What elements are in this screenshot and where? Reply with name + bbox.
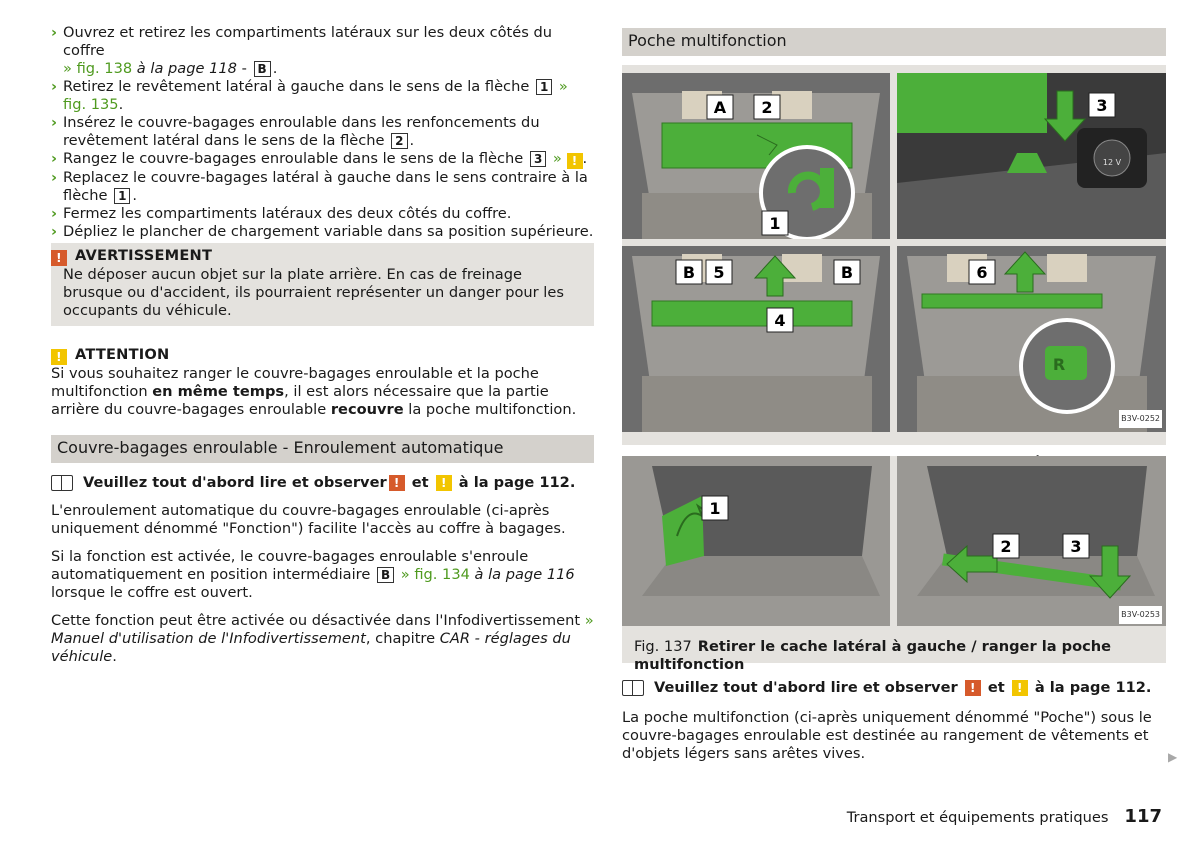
text-run: lorsque le coffre est ouvert. [51,584,253,601]
text-run: , chapitre [365,630,440,647]
figure-136 [622,65,1166,445]
read-first-note: Veuillez tout d'abord lire et observer ! et ! à la page 112. [51,474,594,492]
text-run: Rangez le couvre-bagages enroulable dans le sens de la flèche [63,150,528,167]
body-paragraphs [51,502,594,666]
text-run: la poche multifonction. [403,401,577,418]
body-paragraph [51,502,594,538]
emphasis: recouvre [330,401,404,418]
step-arrow-icon: › [51,150,58,167]
section-title: Poche multifonction [622,28,1166,56]
fig136-photo-4 [897,246,1166,432]
exclamation-icon: ! [389,475,405,491]
text-run: Retirez le revêtement latéral à gauche dans le sens de la flèche [63,78,534,95]
emphasis: en même temps [152,383,285,400]
figure-label: 5 [713,263,725,282]
button-label: R [1052,355,1066,374]
socket-label: 12 V [1102,158,1122,167]
instruction-step [51,78,594,114]
book-icon [51,475,73,491]
text-run: Ouvrez et retirez les compartiments latéraux sur les deux côtés du coffre [63,24,553,59]
callout-key: 3 [530,151,546,167]
figure-label: 3 [1096,96,1108,115]
attention-box [51,346,594,419]
fig137-photo-1 [622,456,890,626]
exclamation-icon: ! [567,153,583,169]
body-paragraph [51,612,594,666]
body-paragraph: La poche multifonction (ci-après uniquement dénommé "Poche") sous le couvre-bagages enroulable est destinée au rangement de vêtements et d'objets légers sans arêtes vives. [622,709,1152,762]
page-footer [847,806,1162,827]
section-title: Couvre-bagages enroulable - Enroulement automatique [51,435,594,463]
text-run: Cette fonction peut être activée ou désactivée dans l'Infodivertissement [51,612,585,629]
figure-label: A [713,98,727,117]
instruction-step [51,223,594,241]
instruction-step [51,205,594,223]
warning-box [51,243,594,326]
callout-key: B [254,61,271,77]
step-arrow-icon: › [51,114,58,131]
text-run: . [118,96,124,113]
page-reference: CAR - réglages du véhicule [51,630,571,665]
continue-arrow-icon: ▶ [1168,750,1178,764]
figure-label: 1 [709,499,721,518]
exclamation-icon: ! [51,250,67,266]
page-number: 117 [1124,806,1162,827]
cross-reference-link[interactable]: » fig. 138 [63,60,133,77]
figure-label: 1 [769,214,781,233]
figure-label: 2 [761,98,773,117]
fig136-photo-1 [622,73,890,239]
exclamation-icon: ! [51,349,67,365]
text-run: Insérez le couvre-bagages enroulable dans les renfoncements du revêtement latéral dans le sens de la flèche [63,114,540,149]
text-run: . [582,150,588,167]
text-run: - [236,60,252,77]
cross-reference-link[interactable]: » [548,150,567,167]
page-reference: à la page 116 [469,566,575,583]
page-reference: à la page 118 [132,60,237,77]
figure-label: 3 [1070,537,1082,556]
figure-code: B3V-0252 [1119,410,1162,428]
attention-title: ATTENTION [75,346,170,363]
left-column [51,24,594,666]
instruction-step [51,114,594,150]
text-run: Replacez le couvre-bagages latéral à gauche dans le sens contraire à la flèche [63,169,588,204]
instruction-steps [51,24,594,241]
fig136-photo-2 [897,73,1166,239]
step-arrow-icon: › [51,169,58,186]
text-run: Si la fonction est activée, le couvre-bagages enroulable s'enroule automatiquement en position intermédiaire [51,548,529,583]
callout-key: B [377,567,394,583]
step-arrow-icon: › [51,223,58,240]
read-first-note: Veuillez tout d'abord lire et observer ! et ! à la page 112. [622,679,1166,697]
instruction-step [51,150,594,169]
page-reference: Manuel d'utilisation de l'Infodivertissement [51,630,366,647]
exclamation-icon: ! [436,475,452,491]
text-run: . [112,648,117,665]
figure-label: 6 [976,263,988,282]
attention-text [51,365,594,419]
step-arrow-icon: › [51,78,58,95]
exclamation-icon: ! [965,680,981,696]
book-icon [622,680,644,696]
step-arrow-icon: › [51,205,58,222]
figure-137 [622,456,1166,673]
figure-label: B [682,263,696,282]
figure-caption: Fig. 137 Retirer le cache latéral à gauche / ranger la poche multifonction [634,638,1112,673]
text-run: Dépliez le plancher de chargement variable dans sa position supérieure. [63,223,594,240]
figure-label: 4 [774,311,786,330]
right-column [622,28,1166,763]
text-run: . [409,132,415,149]
text-run: L'enroulement automatique du couvre-bagages enroulable (ci-après uniquement dénommé "Fonction") facilite l'accès au coffre à bagages. [51,502,566,537]
chapter-title: Transport et équipements pratiques [846,809,1109,826]
warning-title: AVERTISSEMENT [75,247,213,264]
figure-label: 2 [1000,537,1012,556]
step-arrow-icon: › [51,24,58,41]
text-run: , il est alors nécessaire que la partie arrière du couvre-bagages enroulable [51,383,549,418]
text-run: . [132,187,138,204]
cross-reference-link[interactable]: » fig. 134 [396,566,470,583]
callout-key: 1 [114,188,130,204]
instruction-step [51,169,594,205]
cross-reference-link[interactable]: » [584,612,594,629]
figure-label: B [840,263,854,282]
warning-text: Ne déposer aucun objet sur la plate arrière. En cas de freinage brusque ou d'accident, ils pourraient représenter un danger pour les occupants du véhicule. [63,266,564,319]
exclamation-icon: ! [1012,680,1028,696]
text-run: . [272,60,278,77]
figure-code: B3V-0253 [1119,606,1162,624]
fig136-photo-3 [622,246,890,432]
instruction-step [51,60,594,78]
body-paragraph [51,548,594,602]
callout-key: 1 [536,79,552,95]
cross-reference-link[interactable]: » fig. 135 [63,78,568,113]
fig137-photo-2 [897,456,1166,626]
callout-key: 2 [391,133,407,149]
instruction-step [51,24,594,60]
text-run: Si vous souhaitez ranger le couvre-bagages enroulable et la poche multifonction [51,365,539,400]
text-run: Fermez les compartiments latéraux des deux côtés du coffre. [63,205,512,222]
